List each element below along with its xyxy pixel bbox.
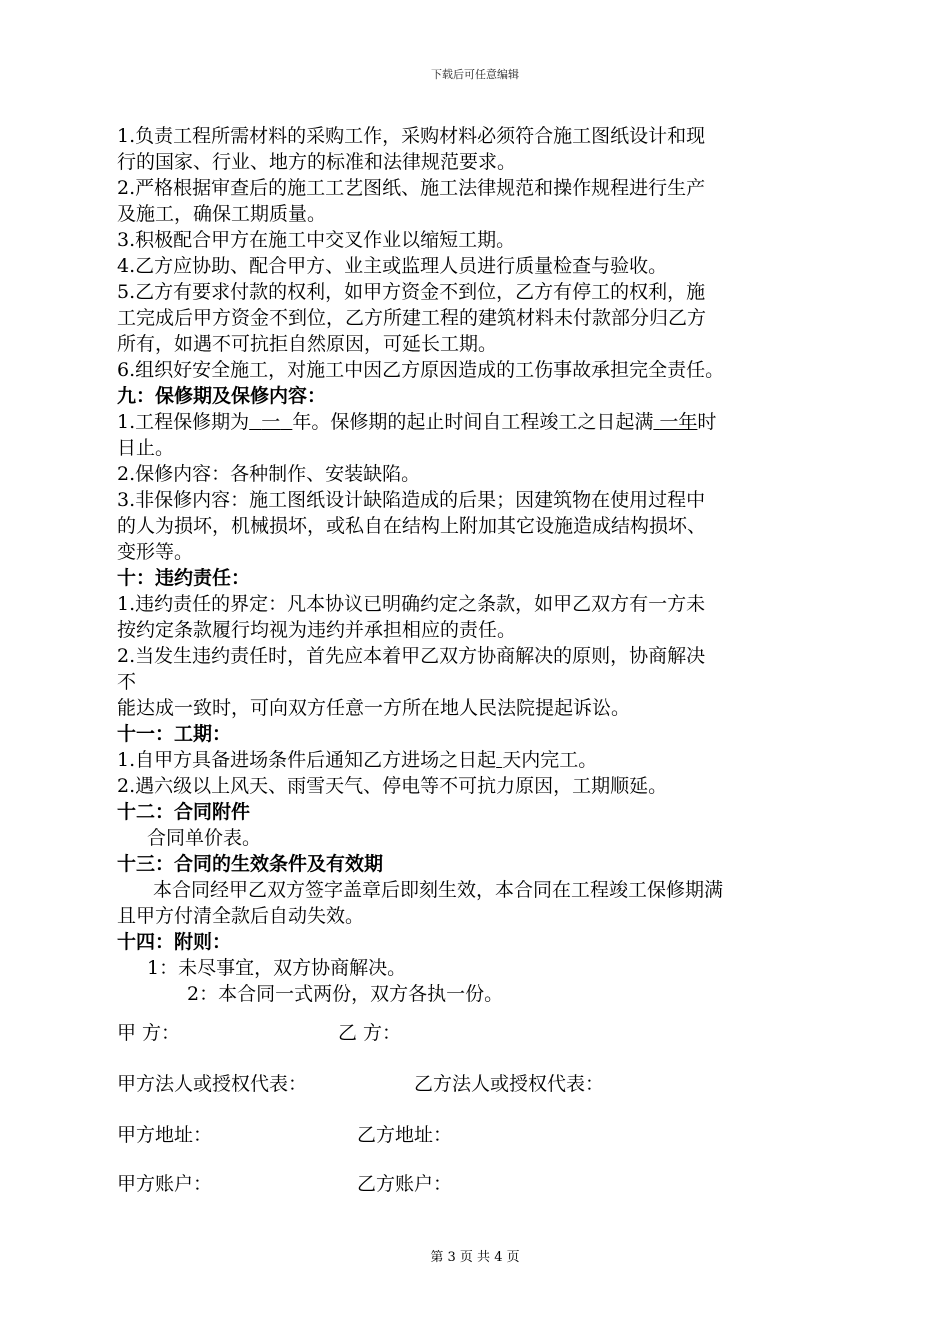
section-heading-attachments: 十二：合同附件: [117, 801, 251, 823]
duration-item-1: [117, 747, 837, 773]
blank-field: [653, 411, 697, 433]
duty-line: 2.严格根据审查后的施工工艺图纸、施工法律规范和操作规程进行生产: [117, 177, 706, 199]
signature-row-party: [117, 1020, 402, 1046]
duration-item-2: 2.遇六级以上风天、雨雪天气、停电等不可抗力原因，工期顺延。: [117, 775, 668, 797]
duty-line: 5.乙方有要求付款的权利，如甲方资金不到位，乙方有停工的权利，施: [117, 281, 706, 303]
warranty-item-3: 变形等。: [117, 541, 194, 563]
warranty-item-1: [117, 409, 837, 435]
appendix-item-1: 1：未尽事宜，双方协商解决。: [147, 957, 407, 979]
breach-line: 能达成一致时，可向双方任意一方所在地人民法院提起诉讼。: [117, 697, 631, 719]
rep-a-label: 甲方法人或授权代表：: [117, 1073, 308, 1095]
effectiveness-line: 本合同经甲乙双方签字盖章后即刻生效，本合同在工程竣工保修期满: [153, 879, 724, 901]
text-span: 1.工程保修期为: [117, 411, 250, 433]
signature-row-account: [117, 1171, 453, 1197]
duty-line: 3.积极配合甲方在施工中交叉作业以缩短工期。: [117, 229, 516, 251]
duty-line: 工完成后甲方资金不到位，乙方所建工程的建筑材料未付款部分归乙方: [117, 307, 707, 329]
section-heading-warranty: 九：保修期及保修内容：: [117, 385, 327, 407]
duty-line: 4.乙方应协助、配合甲方、业主或监理人员进行质量检查与验收。: [117, 255, 668, 277]
duty-line: 6.组织好安全施工，对施工中因乙方原因造成的工伤事故承担完全责任。: [117, 359, 725, 381]
account-b-label: 乙方账户：: [357, 1173, 453, 1195]
blank-field: [249, 411, 292, 433]
blank-value: 一: [261, 411, 281, 433]
address-a-label: 甲方地址：: [117, 1124, 213, 1146]
text-span: 1.自甲方具备进场条件后通知乙方进场之日起: [117, 749, 497, 771]
attachments-text: 合同单价表。: [147, 827, 262, 849]
section-heading-appendix: 十四：附则：: [117, 931, 232, 953]
section-heading-duration: 十一：工期：: [117, 723, 232, 745]
party-b-label: 乙 方：: [338, 1022, 402, 1044]
breach-line: 按约定条款履行均视为违约并承担相应的责任。: [117, 619, 517, 641]
duty-line: 及施工，确保工期质量。: [117, 203, 327, 225]
breach-line: 2.当发生违约责任时，首先应本着甲乙双方协商解决的原则，协商解决: [117, 645, 706, 667]
address-b-label: 乙方地址：: [357, 1124, 453, 1146]
appendix-item-2: 2：本合同一式两份，双方各执一份。: [187, 983, 504, 1005]
text-span: 时: [697, 411, 717, 433]
party-a-label: 甲 方：: [117, 1022, 181, 1044]
document-body: [117, 123, 837, 1007]
text-span: 年。保修期的起止时间自工程竣工之日起满: [292, 411, 654, 433]
section-heading-effectiveness: 十三：合同的生效条件及有效期: [117, 853, 384, 875]
signature-row-representative: [117, 1071, 605, 1097]
page-number: 第 3 页 共 4 页: [430, 1250, 520, 1265]
breach-line: 1.违约责任的界定：凡本协议已明确约定之条款，如甲乙双方有一方未: [117, 593, 706, 615]
account-a-label: 甲方账户：: [117, 1173, 213, 1195]
warranty-item-2: 2.保修内容：各种制作、安装缺陷。: [117, 463, 421, 485]
breach-line: 不: [117, 671, 137, 693]
warranty-item-3: 3.非保修内容：施工图纸设计缺陷造成的后果；因建筑物在使用过程中: [117, 489, 706, 511]
warranty-item-1-cont: 日止。: [117, 437, 175, 459]
effectiveness-line: 且甲方付清全款后自动失效。: [117, 905, 365, 927]
page-header: 下载后可任意编辑: [431, 68, 519, 81]
blank-value: 一年: [659, 411, 698, 433]
section-heading-breach: 十：违约责任：: [117, 567, 251, 589]
text-span: 天内完工。: [502, 749, 598, 771]
duty-line: 所有，如遇不可抗拒自然原因，可延长工期。: [117, 333, 498, 355]
duty-line: 1.负责工程所需材料的采购工作，采购材料必须符合施工图纸设计和现: [117, 125, 706, 147]
signature-row-address: [117, 1122, 453, 1148]
rep-b-label: 乙方法人或授权代表：: [414, 1073, 605, 1095]
warranty-item-3: 的人为损坏，机械损坏，或私自在结构上附加其它设施造成结构损坏、: [117, 515, 707, 537]
duty-line: 行的国家、行业、地方的标准和法律规范要求。: [117, 151, 517, 173]
